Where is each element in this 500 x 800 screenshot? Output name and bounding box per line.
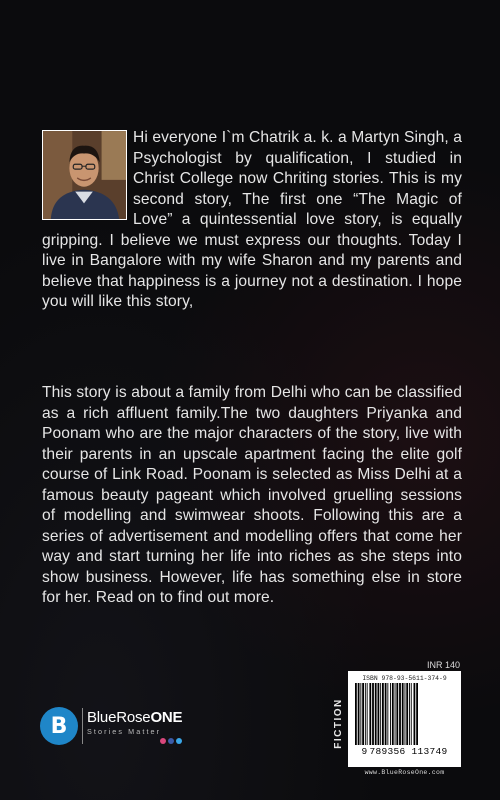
barcode-bar <box>409 683 410 745</box>
barcode-bar <box>406 683 408 745</box>
instagram-icon <box>160 738 166 744</box>
publisher-name-part1: BlueRose <box>87 708 151 726</box>
publisher-logo <box>40 706 182 746</box>
barcode-bar <box>382 683 384 745</box>
publisher-name <box>87 709 182 726</box>
barcode-bar <box>355 683 357 745</box>
author-bio-text: Hi everyone I`m Chatrik a. k. a Martyn Singh, a Psychologist by qualification, I studied in Christ College now Chriting stories. This is my second story, The first one “The Magic of Love” a quintessential love story, is equally gripping. I believe we must express our thoughts. Today I live in Bangalore with my wife Sharon and my parents and believe that happiness is a journey not a destination. I hope you will like this story, <box>42 129 462 310</box>
publisher-divider <box>82 708 83 744</box>
barcode-bar <box>378 683 380 745</box>
facebook-icon <box>168 738 174 744</box>
isbn-barcode-box <box>348 671 461 767</box>
genre-text: FICTION <box>332 697 344 749</box>
barcode-bar <box>392 683 394 745</box>
barcode-bar <box>385 683 387 745</box>
barcode-bar <box>358 683 360 745</box>
barcode-bar <box>362 683 364 745</box>
barcode-bar <box>405 683 406 745</box>
publisher-logo-letter: B <box>50 713 68 739</box>
barcode-number <box>350 746 459 757</box>
barcode-bar <box>387 683 388 745</box>
barcode-bar <box>369 683 371 745</box>
book-synopsis: This story is about a family from Delhi who can be classified as a rich affluent family.The two daughters Priyanka and Poonam who are the major characters of the story, live with their parents in an upscale apartment facing the elite golf course of Link Road. Poonam is selected as Miss Delhi at a famous beauty pageant which involved gruelling sessions of modelling and swimwear shoots. Following this are a series of advertisement and modelling offers that come her way and start turning her life into riches as she steps into show business. However, life has something else in store for her. Read on to find out more. <box>42 384 462 606</box>
barcode-bar <box>360 683 361 745</box>
publisher-name-part2: ONE <box>150 708 183 726</box>
barcode-bar <box>414 683 416 745</box>
barcode <box>354 683 455 745</box>
author-bio-section <box>42 128 462 313</box>
publisher-tagline: Stories Matter <box>87 726 162 736</box>
barcode-lead-digit: 9 <box>361 746 368 757</box>
twitter-icon <box>176 738 182 744</box>
isbn-label: ISBN 978-93-5611-374-9 <box>362 675 447 682</box>
genre-label <box>330 690 346 756</box>
price-label: INR 140 <box>426 660 460 670</box>
publisher-text <box>87 709 182 744</box>
barcode-bar <box>375 683 377 745</box>
barcode-bar <box>399 683 401 745</box>
publisher-website: www.BlueRoseOne.com <box>364 769 445 776</box>
barcode-bar <box>380 683 381 745</box>
barcode-bar <box>396 683 398 745</box>
barcode-bar <box>365 683 366 745</box>
barcode-bar <box>367 683 368 745</box>
barcode-bar <box>390 683 391 745</box>
barcode-bar <box>402 683 404 745</box>
barcode-bar <box>372 683 374 745</box>
publisher-logo-icon <box>40 707 78 745</box>
barcode-bar <box>411 683 412 745</box>
social-icons <box>87 738 182 744</box>
barcode-digits: 789356 113749 <box>369 746 448 757</box>
barcode-bar <box>395 683 396 745</box>
author-photo <box>42 130 127 220</box>
barcode-bar <box>416 683 418 745</box>
